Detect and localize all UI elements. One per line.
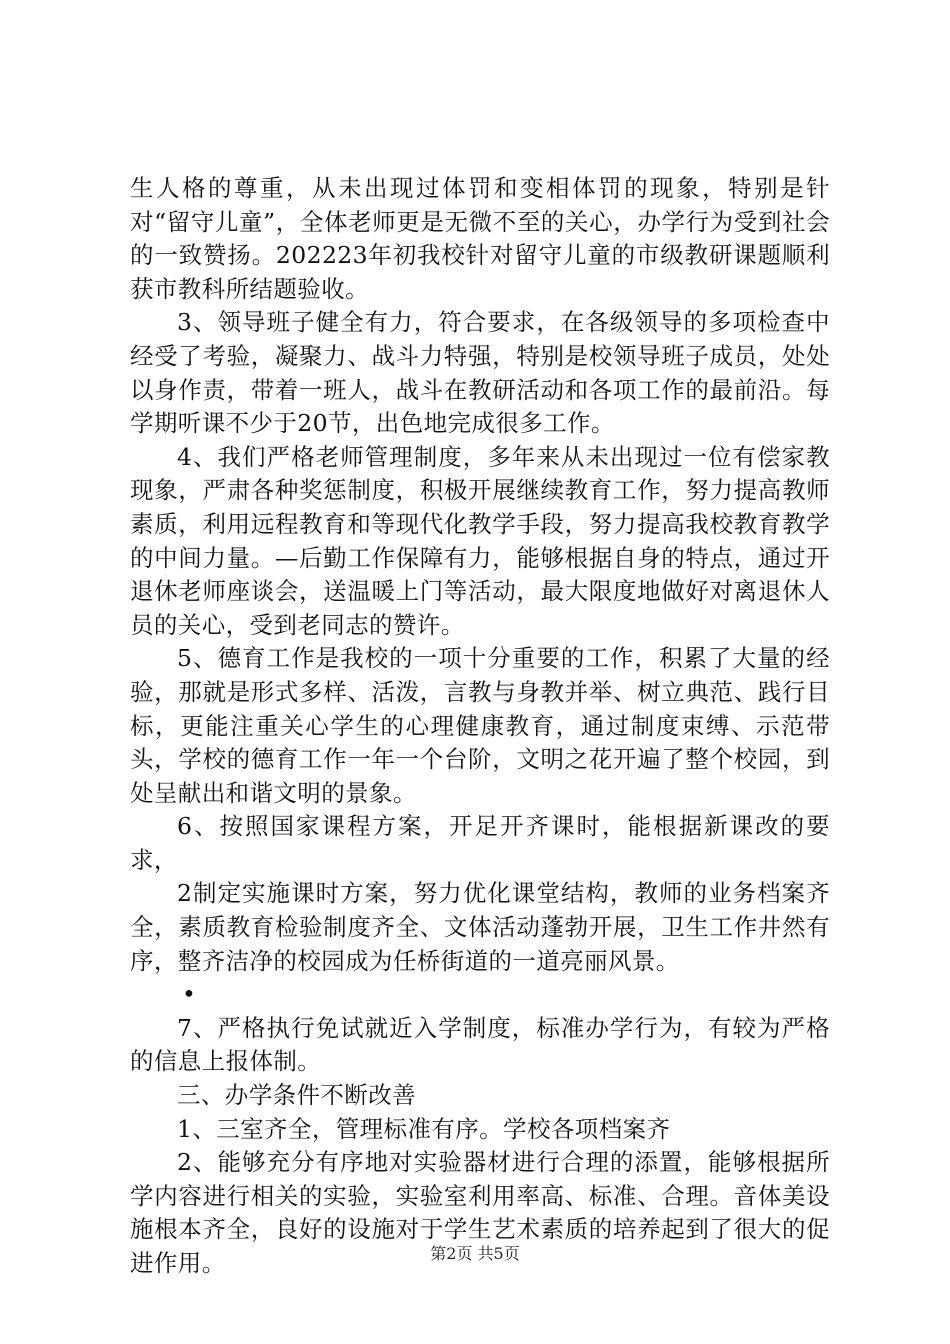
paragraph-item-6: 6、按照国家课程方案，开足开齐课时，能根据新课改的要求， xyxy=(130,812,830,874)
paragraph-continuation: 生人格的尊重，从未出现过体罚和变相体罚的现象，特别是针对“留守儿童”，全体老师更是无微不至的关心，办学行为受到社会的一致赞扬。202223年初我校针对留守儿童的市级教研课题顺利获市教科所结题验收。 xyxy=(130,174,830,303)
paragraph-item-6-cont: 2制定实施课时方案，努力优化课堂结构，教师的业务档案齐全，素质教育检验制度齐全、文体活动蓬勃开展，卫生工作井然有序，整齐洁净的校园成为任桥街道的一道亮丽风景。 xyxy=(130,879,830,975)
document-body xyxy=(130,172,830,1281)
paragraph-item-4: 4、我们严格老师管理制度，多年来从未出现过一位有偿家教现象，严肃各种奖惩制度，积极开展继续教育工作，努力提高教师素质，利用远程教育和等现代化教学手段，努力提高我校教育教学的中间力量。—后勤工作保障有力，能够根据自身的特点，通过开退休老师座谈会，送温暖上门等活动，最大限度地做好对离退休人员的关心，受到老同志的赞许。 xyxy=(130,442,830,639)
paragraph-item-7: 7、严格执行免试就近入学制度，标准办学行为，有较为严格的信息上报体制。 xyxy=(130,1013,830,1076)
paragraph-condition-2: 2、能够充分有序地对实验器材进行合理的添置，能够根据所学内容进行相关的实验，实验室利用率高、标准、合理。音体美设施根本齐全，良好的设施对于学生艺术素质的培养起到了很大的促进作用。 xyxy=(130,1148,830,1277)
paragraph-item-3: 3、领导班子健全有力，符合要求，在各级领导的多项检查中经受了考验，凝聚力、战斗力特强，特别是校领导班子成员，处处以身作责，带着一班人，战斗在教研活动和各项工作的最前沿。每学期听课不少于20节，出色地完成很多工作。 xyxy=(130,308,830,438)
page-number-label: 第2页 共5页 xyxy=(430,1244,520,1263)
page-footer xyxy=(0,1244,950,1264)
paragraph-item-5: 5、德育工作是我校的一项十分重要的工作，积累了大量的经验，那就是形式多样、活泼，言教与身教并举、树立典范、践行目标，更能注重关心学生的心理健康教育，通过制度束缚、示范带头，学校的德育工作一年一个台阶，文明之花开遍了整个校园，到处呈献出和谐文明的景象。 xyxy=(130,644,830,807)
bullet-mark: • xyxy=(182,980,196,1009)
paragraph-condition-1: 1、三室齐全，管理标准有序。学校各项档案齐 xyxy=(177,1114,671,1143)
section-heading: 三、办学条件不断改善 xyxy=(177,1081,416,1110)
